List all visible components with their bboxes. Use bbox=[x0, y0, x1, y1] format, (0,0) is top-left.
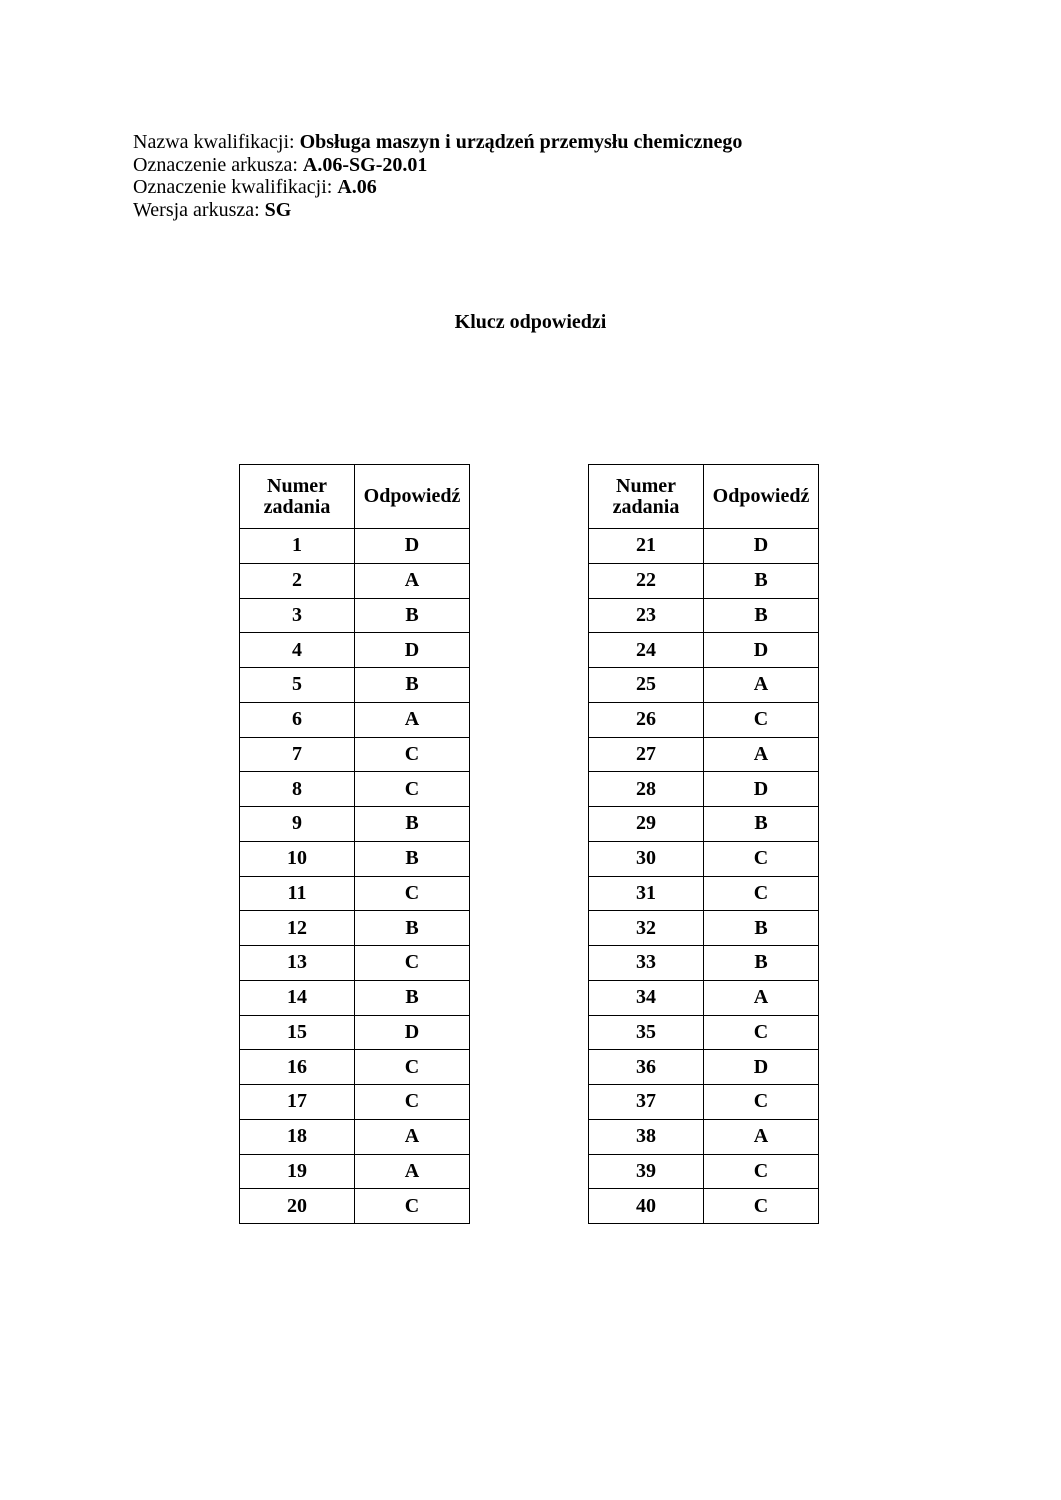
qualification-name-label: Nazwa kwalifikacji: bbox=[133, 131, 300, 153]
answer-cell: C bbox=[355, 1189, 470, 1224]
task-number-cell: 36 bbox=[589, 1050, 704, 1085]
table-row bbox=[240, 1189, 470, 1224]
table-row bbox=[589, 702, 819, 737]
table-row bbox=[589, 668, 819, 703]
table-row bbox=[589, 876, 819, 911]
table-header-row bbox=[240, 465, 470, 529]
task-number-cell: 23 bbox=[589, 598, 704, 633]
answer-table-left bbox=[239, 464, 470, 1224]
answer-cell: C bbox=[704, 702, 819, 737]
sheet-version-value: SG bbox=[264, 199, 292, 222]
page-title: Klucz odpowiedzi bbox=[454, 311, 607, 333]
task-number-cell: 6 bbox=[240, 702, 355, 737]
task-number-cell: 11 bbox=[240, 876, 355, 911]
table-row bbox=[240, 807, 470, 842]
table-row bbox=[589, 1050, 819, 1085]
table-header-row bbox=[589, 465, 819, 529]
table-row bbox=[589, 946, 819, 981]
answer-cell: D bbox=[355, 529, 470, 564]
answer-cell: C bbox=[704, 1085, 819, 1120]
sheet-code-value: A.06-SG-20.01 bbox=[302, 153, 428, 176]
sheet-version-line bbox=[133, 199, 742, 222]
answer-cell: C bbox=[704, 876, 819, 911]
table-row bbox=[589, 807, 819, 842]
answer-cell: C bbox=[355, 1085, 470, 1120]
task-number-cell: 16 bbox=[240, 1050, 355, 1085]
task-number-cell: 2 bbox=[240, 563, 355, 598]
column-header-number-line2: zadania bbox=[263, 495, 331, 518]
sheet-code-line bbox=[133, 154, 742, 177]
task-number-cell: 35 bbox=[589, 1015, 704, 1050]
answer-cell: A bbox=[355, 563, 470, 598]
table-row bbox=[589, 563, 819, 598]
table-row bbox=[240, 1015, 470, 1050]
column-header-number-line1: Numer bbox=[267, 474, 327, 497]
answer-cell: B bbox=[704, 598, 819, 633]
answer-cell: A bbox=[355, 1154, 470, 1189]
table-row bbox=[240, 876, 470, 911]
table-row bbox=[589, 737, 819, 772]
table-row bbox=[240, 980, 470, 1015]
answer-cell: B bbox=[704, 911, 819, 946]
task-number-cell: 26 bbox=[589, 702, 704, 737]
task-number-cell: 21 bbox=[589, 529, 704, 564]
answer-cell: A bbox=[704, 737, 819, 772]
task-number-cell: 3 bbox=[240, 598, 355, 633]
table-row bbox=[589, 1085, 819, 1120]
table-row bbox=[240, 1154, 470, 1189]
qualification-name-value: Obsługa maszyn i urządzeń przemysłu chemicznego bbox=[299, 131, 743, 153]
answer-cell: B bbox=[355, 668, 470, 703]
table-row bbox=[240, 946, 470, 981]
table-row bbox=[240, 841, 470, 876]
answer-cell: B bbox=[704, 807, 819, 842]
answer-cell: C bbox=[355, 1050, 470, 1085]
table-row bbox=[240, 1085, 470, 1120]
table-row bbox=[240, 1119, 470, 1154]
task-number-cell: 20 bbox=[240, 1189, 355, 1224]
answer-cell: D bbox=[704, 1050, 819, 1085]
task-number-cell: 4 bbox=[240, 633, 355, 668]
table-row bbox=[589, 841, 819, 876]
task-number-cell: 40 bbox=[589, 1189, 704, 1224]
column-header-number bbox=[240, 465, 355, 529]
answer-cell: C bbox=[704, 1154, 819, 1189]
answer-cell: A bbox=[355, 1119, 470, 1154]
task-number-cell: 31 bbox=[589, 876, 704, 911]
task-number-cell: 33 bbox=[589, 946, 704, 981]
table-row bbox=[240, 1050, 470, 1085]
table-row bbox=[589, 1119, 819, 1154]
answer-cell: D bbox=[355, 633, 470, 668]
answer-cell: D bbox=[704, 772, 819, 807]
table-row bbox=[240, 911, 470, 946]
table-row bbox=[240, 772, 470, 807]
table-row bbox=[589, 980, 819, 1015]
answer-cell: A bbox=[704, 980, 819, 1015]
answer-cell: B bbox=[355, 841, 470, 876]
answer-cell: B bbox=[355, 807, 470, 842]
task-number-cell: 13 bbox=[240, 946, 355, 981]
table-row bbox=[240, 702, 470, 737]
answer-cell: D bbox=[704, 633, 819, 668]
table-row bbox=[589, 911, 819, 946]
answer-cell: B bbox=[355, 980, 470, 1015]
task-number-cell: 30 bbox=[589, 841, 704, 876]
task-number-cell: 37 bbox=[589, 1085, 704, 1120]
answer-table-right-body bbox=[589, 529, 819, 1224]
task-number-cell: 5 bbox=[240, 668, 355, 703]
qualification-code-label: Oznaczenie kwalifikacji: bbox=[133, 176, 338, 199]
answer-table-left-body bbox=[240, 529, 470, 1224]
task-number-cell: 22 bbox=[589, 563, 704, 598]
answer-cell: A bbox=[704, 1119, 819, 1154]
task-number-cell: 32 bbox=[589, 911, 704, 946]
answer-cell: D bbox=[355, 1015, 470, 1050]
answer-table-right bbox=[588, 464, 819, 1224]
answer-cell: C bbox=[704, 841, 819, 876]
answer-cell: C bbox=[355, 876, 470, 911]
task-number-cell: 9 bbox=[240, 807, 355, 842]
table-row bbox=[589, 529, 819, 564]
task-number-cell: 12 bbox=[240, 911, 355, 946]
table-row bbox=[240, 633, 470, 668]
task-number-cell: 7 bbox=[240, 737, 355, 772]
table-row bbox=[589, 598, 819, 633]
qualification-name-line bbox=[133, 131, 742, 154]
column-header-number bbox=[589, 465, 704, 529]
table-row bbox=[240, 563, 470, 598]
answer-cell: B bbox=[704, 946, 819, 981]
task-number-cell: 39 bbox=[589, 1154, 704, 1189]
table-row bbox=[240, 668, 470, 703]
task-number-cell: 38 bbox=[589, 1119, 704, 1154]
table-row bbox=[589, 633, 819, 668]
column-header-number-line2: zadania bbox=[612, 495, 680, 518]
task-number-cell: 29 bbox=[589, 807, 704, 842]
task-number-cell: 25 bbox=[589, 668, 704, 703]
column-header-answer: Odpowiedź bbox=[704, 465, 819, 529]
task-number-cell: 34 bbox=[589, 980, 704, 1015]
task-number-cell: 19 bbox=[240, 1154, 355, 1189]
answer-cell: B bbox=[355, 911, 470, 946]
document-header bbox=[133, 131, 742, 222]
column-header-answer: Odpowiedź bbox=[355, 465, 470, 529]
answer-cell: C bbox=[355, 946, 470, 981]
answer-cell: D bbox=[704, 529, 819, 564]
sheet-version-label: Wersja arkusza: bbox=[133, 199, 265, 222]
task-number-cell: 1 bbox=[240, 529, 355, 564]
answer-cell: A bbox=[355, 702, 470, 737]
table-row bbox=[589, 772, 819, 807]
task-number-cell: 18 bbox=[240, 1119, 355, 1154]
task-number-cell: 24 bbox=[589, 633, 704, 668]
task-number-cell: 15 bbox=[240, 1015, 355, 1050]
answer-cell: B bbox=[355, 598, 470, 633]
table-row bbox=[240, 598, 470, 633]
sheet-code-label: Oznaczenie arkusza: bbox=[133, 153, 303, 176]
answer-cell: C bbox=[704, 1189, 819, 1224]
qualification-code-line bbox=[133, 176, 742, 199]
answer-cell: A bbox=[704, 668, 819, 703]
task-number-cell: 14 bbox=[240, 980, 355, 1015]
answer-cell: C bbox=[355, 737, 470, 772]
task-number-cell: 10 bbox=[240, 841, 355, 876]
task-number-cell: 27 bbox=[589, 737, 704, 772]
answer-cell: C bbox=[704, 1015, 819, 1050]
qualification-code-value: A.06 bbox=[337, 176, 377, 199]
task-number-cell: 17 bbox=[240, 1085, 355, 1120]
table-row bbox=[589, 1189, 819, 1224]
answer-cell: C bbox=[355, 772, 470, 807]
table-row bbox=[589, 1015, 819, 1050]
table-row bbox=[240, 737, 470, 772]
table-row bbox=[240, 529, 470, 564]
answer-cell: B bbox=[704, 563, 819, 598]
task-number-cell: 8 bbox=[240, 772, 355, 807]
task-number-cell: 28 bbox=[589, 772, 704, 807]
table-row bbox=[589, 1154, 819, 1189]
column-header-number-line1: Numer bbox=[616, 474, 676, 497]
